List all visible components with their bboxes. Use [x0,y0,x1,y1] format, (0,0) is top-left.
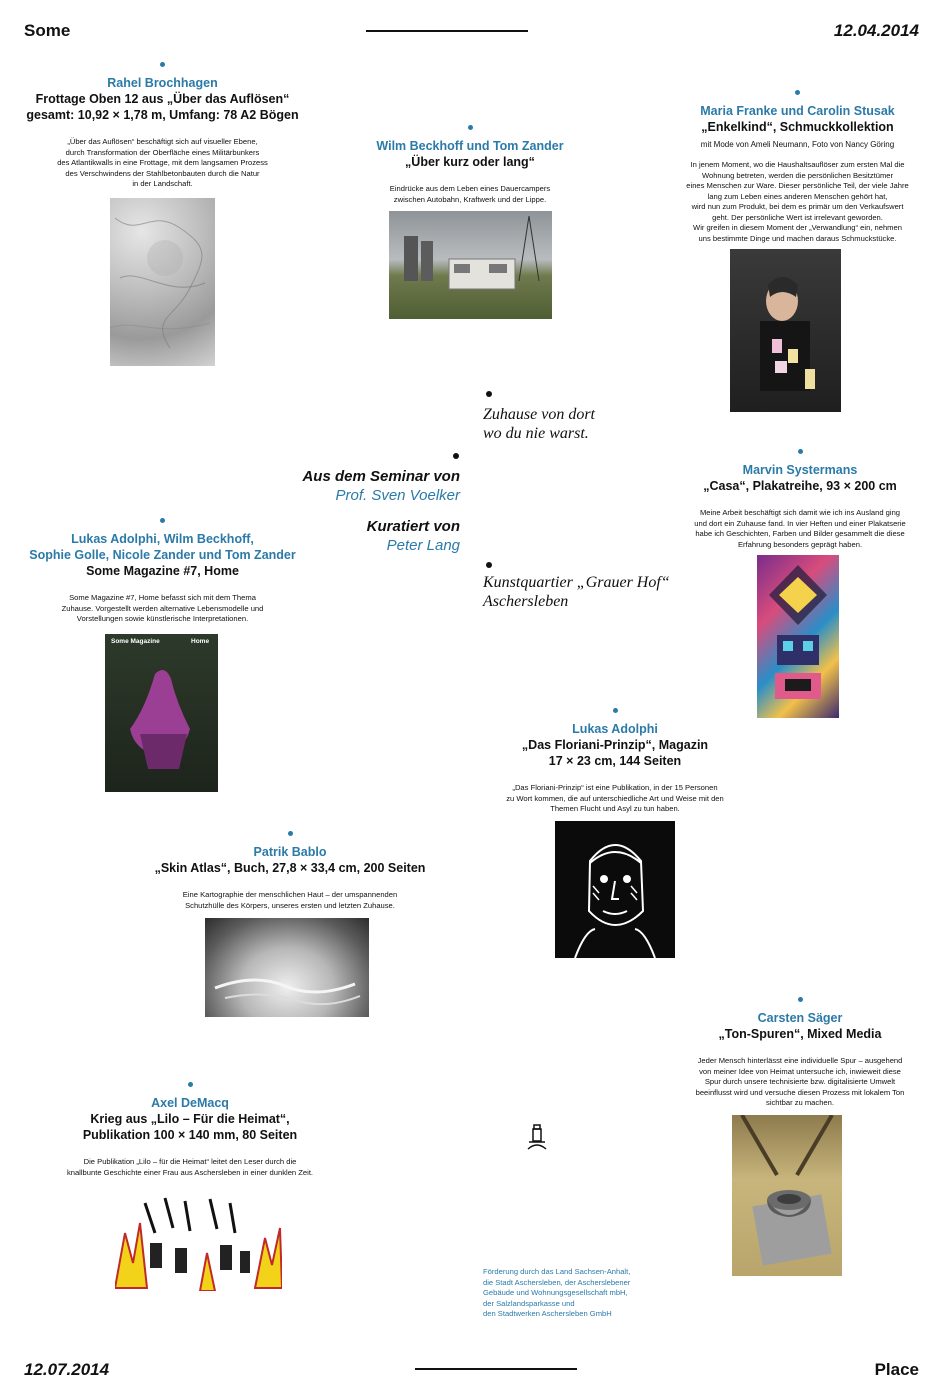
work-title-line: Frottage Oben 12 aus „Über das Auflösen“ [35,92,290,106]
artist-name: Rahel Brochhagen [107,76,218,90]
funding-credits [483,1267,630,1320]
work-description [40,1157,340,1178]
funding-line: Gebäude und Wohnungsgesellschaft mbH, [483,1288,628,1297]
work-description [470,783,760,815]
work-description [10,593,315,625]
cover-masthead: Some Magazine [111,638,160,645]
magazine-cover [105,634,218,792]
artist-name: Patrik Bablo [253,845,327,859]
venue-line: Kunstquartier „Grauer Hof“ [483,574,670,591]
desc-line: lang zum Leben eines anderen Menschen gehört hat, [707,191,888,201]
work-title-line: gesamt: 10,92 × 1,78 m, Umfang: 78 A2 Bögen [26,108,299,122]
woodcut-face [555,821,675,958]
work-title-line: 17 × 23 cm, 144 Seiten [548,754,682,768]
caravan-photo [389,211,552,319]
bullet-dot [613,708,618,713]
artist-name: Axel DeMacq [151,1096,229,1110]
curator-name: Peter Lang [386,537,460,554]
work-title-line: „Das Floriani-Prinzip“, Magazin [521,738,709,752]
funding-line: den Stadtwerken Aschersleben GmbH [483,1309,612,1318]
desc-line: „Über das Auflösen“ beschäftigt sich auf visueller Ebene, [67,137,258,146]
artist-name-line: Lukas Adolphi, Wilm Beckhoff, [71,532,254,546]
entry-rahel [10,62,315,190]
artist-name: Carsten Säger [757,1011,843,1025]
work-description [655,160,940,244]
desc-line: geht. Der persönliche Wert ist irrelevant geworden. [712,212,883,222]
desc-line: zwischen Autobahn, Kraftwerk und der Lippe. [393,194,547,204]
entry-maria [655,90,940,244]
artist-name-line: Sophie Golle, Nicole Zander und Tom Zander [29,548,296,562]
desc-line: zu Wort kommen, die auf unterschiedliche Art und Weise mit den [506,793,724,803]
entry-marvin [660,449,940,550]
work-description [10,137,315,190]
desc-line: Meine Arbeit beschäftigt sich damit wie ich ins Ausland ging [699,508,901,517]
desc-line: Schutzhülle des Körpers, unseres ersten und letzten Zuhause. [185,900,395,910]
clay-pot [732,1115,842,1276]
frottage-image [110,198,215,366]
work-title-line: „Über kurz oder lang“ [405,155,535,169]
footer-date: 12.07.2014 [24,1360,110,1379]
jewelry-photo [730,249,841,412]
building-tower-icon [526,1123,548,1151]
desc-line: uns bestimmte Dinge und machen daraus Schmuckstücke. [698,233,897,243]
desc-line: Vorstellungen sowie künstlerische Interpretationen. [76,614,249,623]
desc-line: Jeder Mensch hinterlässt eine individuelle Spur – ausgehend [697,1056,903,1065]
entry-floriani [470,708,760,815]
poem-text [483,405,595,443]
desc-line: sichtbar zu machen. [766,1098,834,1107]
work-title-line: „Skin Atlas“, Buch, 27,8 × 33,4 cm, 200 Seiten [154,861,426,875]
header-date: 12.04.2014 [833,21,919,40]
work-description [660,508,940,550]
artist-name: Wilm Beckhoff und Tom Zander [376,139,564,153]
work-title-line: „Casa“, Plakatreihe, 93 × 200 cm [703,479,897,493]
skin-atlas-photo [205,918,369,1017]
header-left: Some [24,21,71,40]
desc-line: Eine Kartographie der menschlichen Haut – der umspannenden [182,890,398,899]
desc-line: des Verschwindens der Stahlbetonbauten durch die Natur [65,168,260,178]
desc-line: Eindrücke aus dem Leben eines Dauercampers [389,184,551,193]
poem-line: Zuhause von dort [483,406,595,423]
desc-line: knallbunte Geschichte einer Frau aus Aschersleben in einer dunklen Zeit. [66,1167,314,1177]
desc-line: durch Transformation der Oberfläche eines Militärbunkers [65,147,260,157]
desc-line: „Das Floriani-Prinzip“ ist eine Publikation, in der 15 Personen [512,783,718,792]
work-description [330,184,610,205]
venue-line: Aschersleben [483,593,569,610]
funding-line: Förderung durch das Land Sachsen-Anhalt, [483,1267,631,1276]
desc-line: Erfahrung besonders geprägt haben. [737,539,863,549]
seminar-name: Prof. Sven Voelker [335,487,460,504]
woodcut-portrait [555,821,675,958]
cover-figure [105,634,218,792]
clay-photo [732,1115,842,1276]
poem-line: wo du nie warst. [483,425,589,442]
desc-line: Wohnung betreten, werden die persönlichen Besitztümer [701,170,894,180]
desc-line: Themen Flucht und Asyl zu tun haben. [550,804,680,813]
header-rule [366,30,528,32]
frottage-texture [110,198,215,366]
bullet-dot [288,831,293,836]
entry-carsten [660,997,940,1109]
artist-name: Maria Franke und Carolin Stusak [700,104,895,118]
seminar-label: Aus dem Seminar von [302,468,460,485]
desc-line: Zuhause. Vorgestellt werden alternative Lebensmodelle und [61,603,264,613]
desc-line: Wir greifen in diesem Moment der „Verwandlung“ ein, nehmen [693,223,902,232]
desc-line: von meiner Idee von Heimat untersuche ich, inwieweit diese [699,1066,901,1076]
artist-name: Marvin Systermans [742,463,858,477]
cover-issue-title: Home [191,638,210,645]
desc-line: und dort ein Zuhause fand. In vier Heften und einer Plakatserie [694,518,906,528]
bullet-dot [468,125,473,130]
entry-some-magazine [10,518,315,625]
work-title-line: „Ton-Spuren“, Mixed Media [718,1027,882,1041]
bullet-dot [160,62,165,67]
bullet-dot [795,90,800,95]
footer-right: Place [874,1360,919,1379]
work-title-line: Publikation 100 × 140 mm, 80 Seiten [82,1128,298,1142]
funding-line: die Stadt Aschersleben, der Ascherslebener [483,1277,631,1287]
work-subtitle: mit Mode von Ameli Neumann, Foto von Nancy Göring [700,140,895,149]
skin-texture [205,918,369,1017]
work-title-line: Krieg aus „Lilo – Für die Heimat“, [90,1112,290,1126]
footer-rule [415,1368,577,1370]
poster-image [757,555,839,718]
center-bullet-dot [453,453,459,459]
bullet-dot [160,518,165,523]
work-title-line: Some Magazine #7, Home [86,564,239,578]
bullet-dot [798,997,803,1002]
venue-text [483,573,670,611]
artist-name: Lukas Adolphi [572,722,658,736]
desc-line: In jenem Moment, wo die Haushaltsauflöser zum ersten Mal die [690,160,905,169]
desc-line: Spur durch unsere technisierte bzw. digitalisierte Umwelt [704,1077,896,1086]
caravan-scene [389,211,552,319]
work-description [660,1056,940,1109]
desc-line: habe ich Geschichten, Farben und Bilder gesammelt die diese [695,529,905,538]
center-bullet-dot [486,562,492,568]
entry-patrik [135,831,445,911]
comic-illustration [115,1193,282,1291]
entry-wilm [330,125,610,205]
desc-line: in der Landschaft. [132,179,193,188]
desc-line: beeinflusst wird und versuche diesen Prozess mit lokalem Ton [695,1087,905,1097]
comic-war-scene [115,1193,282,1291]
bullet-dot [798,449,803,454]
work-title-line: „Enkelkind“, Schmuckkollektion [701,120,894,134]
desc-line: wird nun zum Produkt, bei dem es primär um den Verkaufswert [691,202,904,211]
work-description [135,890,445,911]
desc-line: eines Menschen zur Ware. Dieser persönliche Teil, der viele Jahre [686,181,909,190]
poster-pattern [757,555,839,718]
curated-label: Kuratiert von [366,518,460,535]
desc-line: Some Magazine #7, Home befasst sich mit dem Thema [69,593,256,602]
bullet-dot [188,1082,193,1087]
desc-line: des Atlantikwalls in eine Frottage, mit dem langsamen Prozess [57,158,268,167]
jewelry-figure [730,249,841,412]
center-bullet-dot [486,391,492,397]
funding-line: der Salzlandsparkasse und [483,1298,575,1308]
desc-line: Die Publikation „Lilo – für die Heimat“ leitet den Leser durch die [83,1157,297,1166]
entry-axel [40,1082,340,1178]
